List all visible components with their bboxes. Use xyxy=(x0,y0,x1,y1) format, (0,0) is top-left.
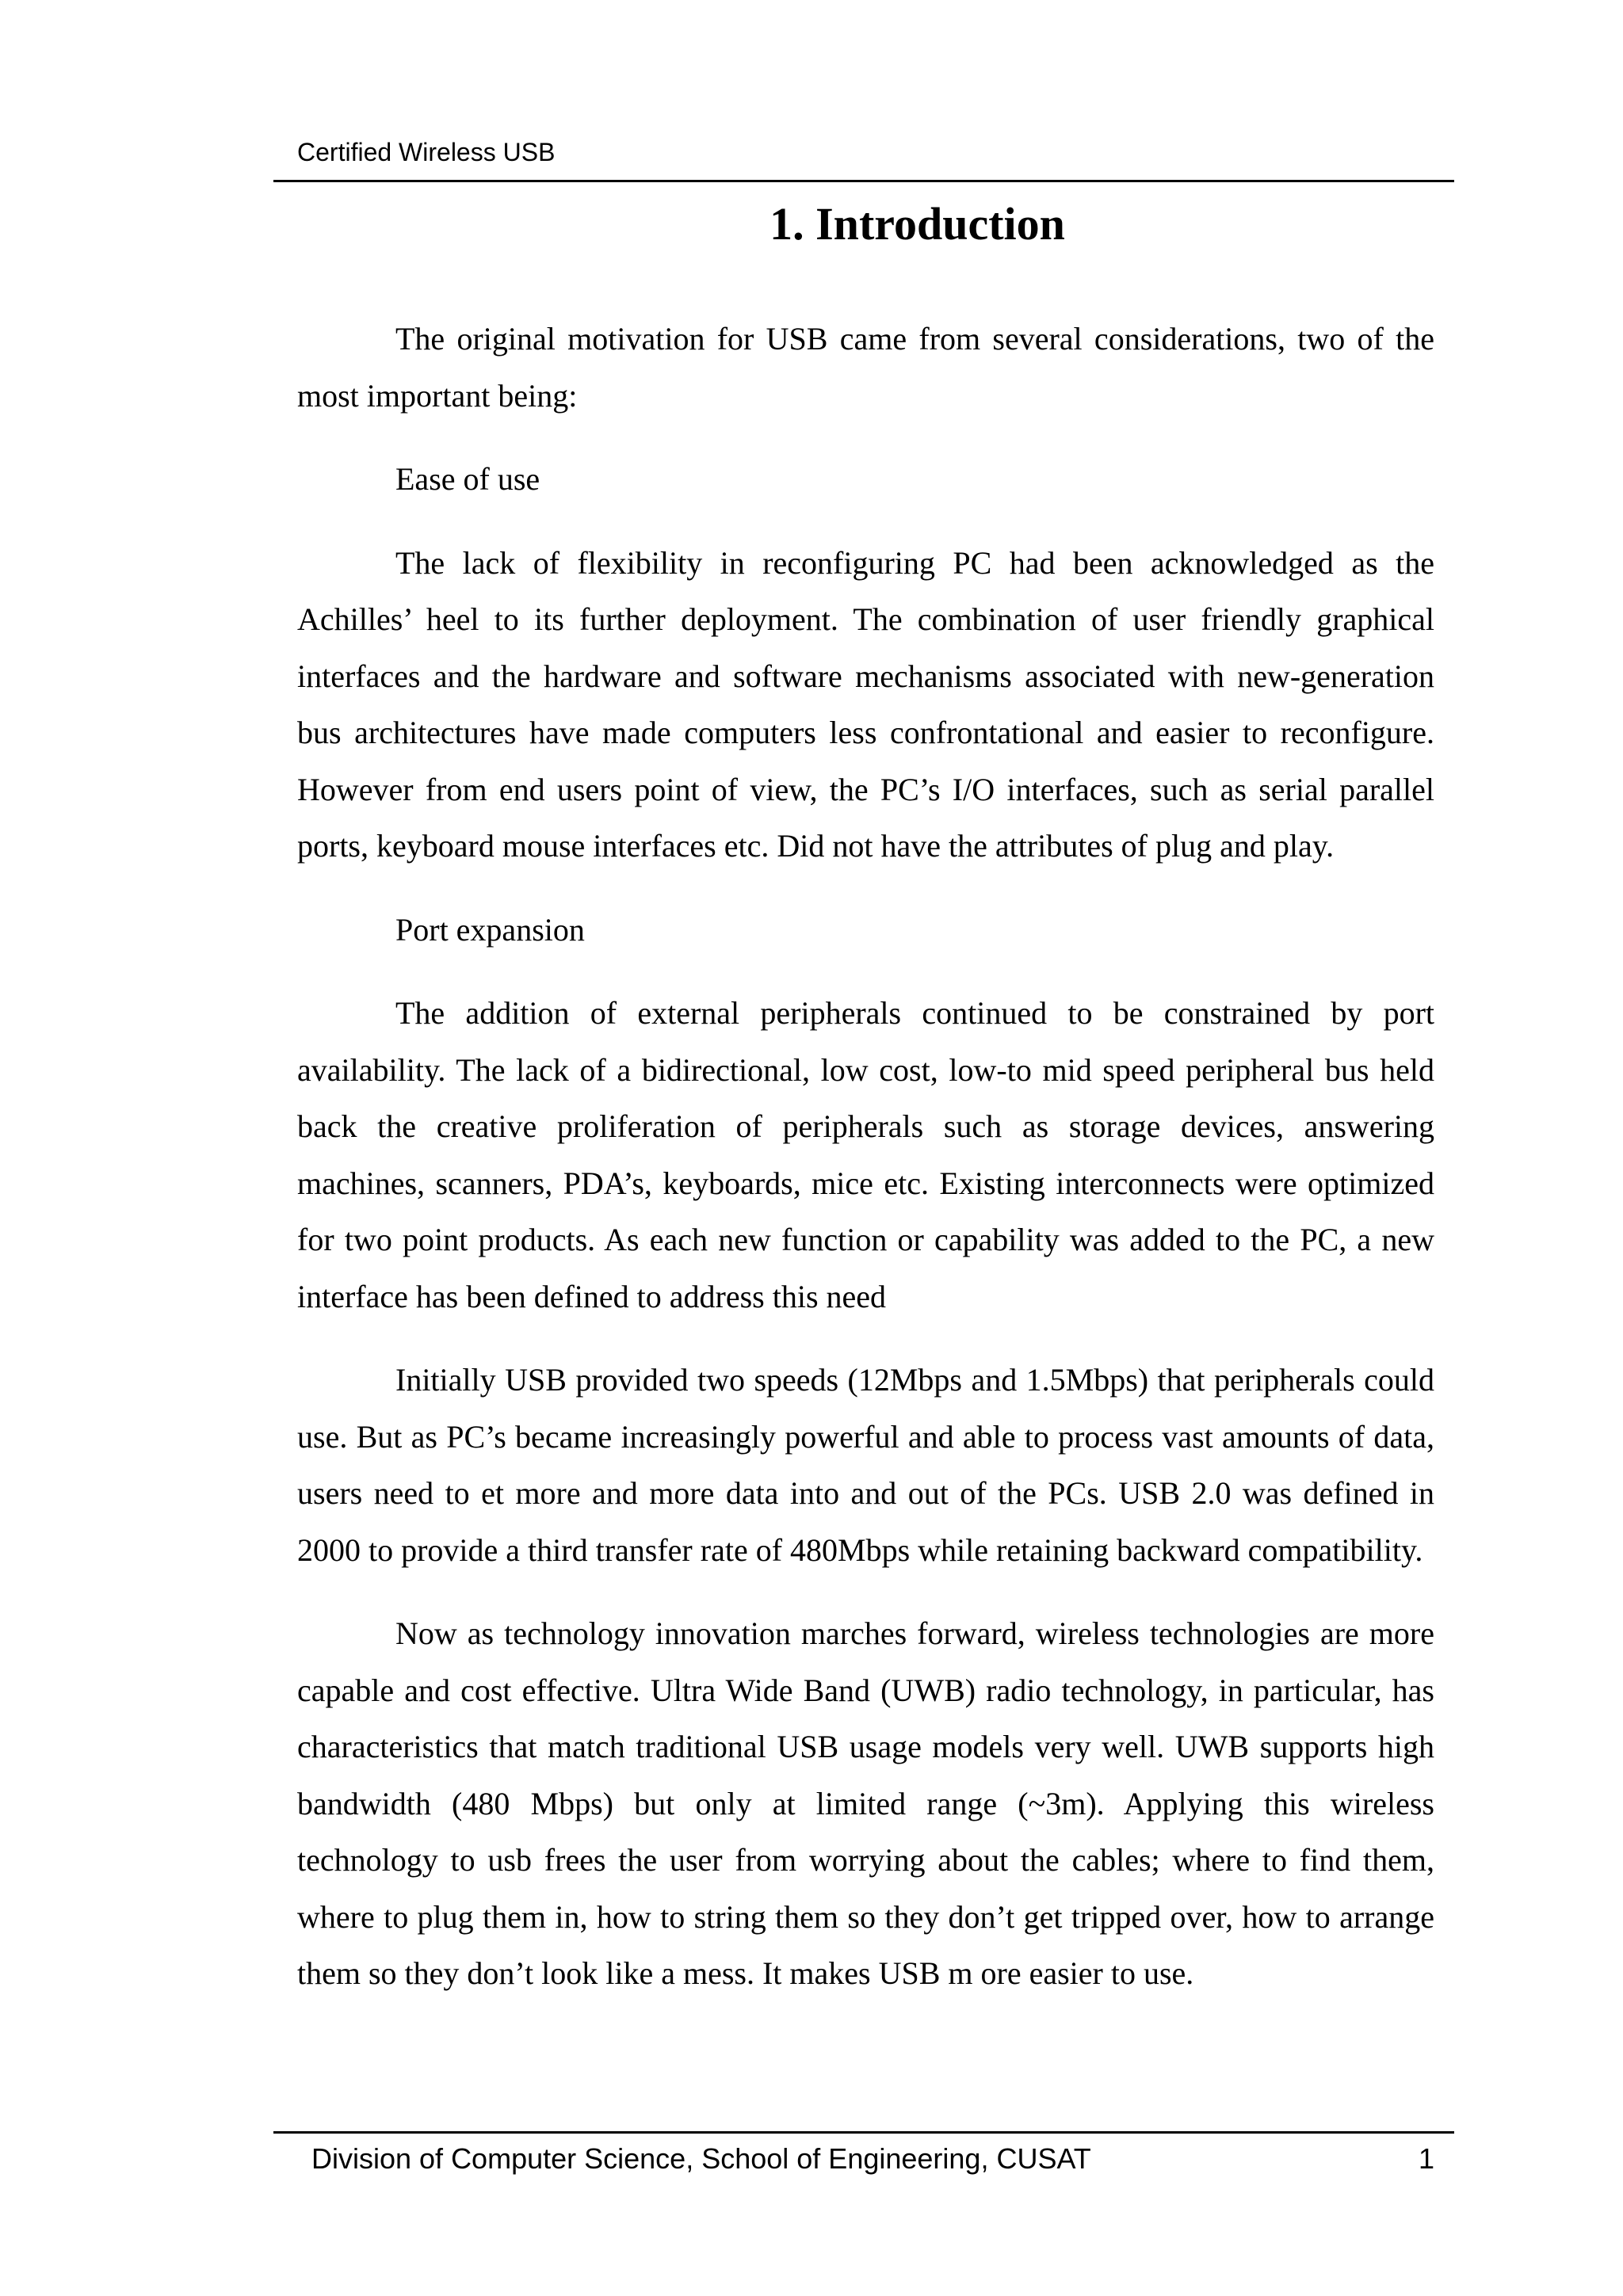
footer-institution: Division of Computer Science, School of Engineering, CUSAT xyxy=(311,2142,1091,2175)
chapter-title: 1. Introduction xyxy=(769,198,1065,250)
paragraph-peripherals: The addition of external peripherals continued to be constrained by port availability. The lack of a bidirectional, low cost, low-to mid speed peripheral bus held back the creative proliferation of peripherals such as storage devices, answering machines, scanners, PDA’s, keyboards, mice etc. Existing interconnects were optimized for two point products. As each new function or capability was added to the PC, a new interface has been defined to address this need xyxy=(297,995,1434,1314)
subheading-ease-of-use: Ease of use xyxy=(395,461,540,497)
subheading-port-expansion: Port expansion xyxy=(395,911,585,948)
footer-divider xyxy=(273,2131,1454,2134)
header-divider xyxy=(273,180,1454,182)
paragraph-usb-speeds: Initially USB provided two speeds (12Mbps and 1.5Mbps) that peripherals could use. But as PC’s became increasingly powerful and able to process vast amounts of data, users need to et more and more data into and out of the PCs. USB 2.0 was defined in 2000 to provide a third transfer rate of 480Mbps while retaining backward compatibility. xyxy=(297,1362,1434,1568)
paragraph-wireless-uwb: Now as technology innovation marches forward, wireless technologies are more capable and cost effective. Ultra Wide Band (UWB) radio technology, in particular, has characteristics that match traditional USB usage models very well. UWB supports high bandwidth (480 Mbps) but only at limited range (~3m). Applying this wireless technology to usb frees the user from worrying about the cables; where to find them, where to plug them in, how to string them so they don’t get tripped over, how to arrange them so they don’t look like a mess. It makes USB m ore easier to use. xyxy=(297,1615,1434,1991)
body-text xyxy=(297,311,1434,2029)
paragraph-motivation: The original motivation for USB came from several considerations, two of the most important being: xyxy=(297,321,1434,414)
page-number: 1 xyxy=(1418,2142,1434,2175)
paragraph-flexibility: The lack of flexibility in reconfiguring PC had been acknowledged as the Achilles’ heel to its further deployment. The combination of user friendly graphical interfaces and the hardware and software mechanisms associated with new-generation bus architectures have made computers less confrontational and easier to reconfigure. However from end users point of view, the PC’s I/O interfaces, such as serial parallel ports, keyboard mouse interfaces etc. Did not have the attributes of plug and play. xyxy=(297,544,1434,864)
running-header: Certified Wireless USB xyxy=(297,138,556,166)
